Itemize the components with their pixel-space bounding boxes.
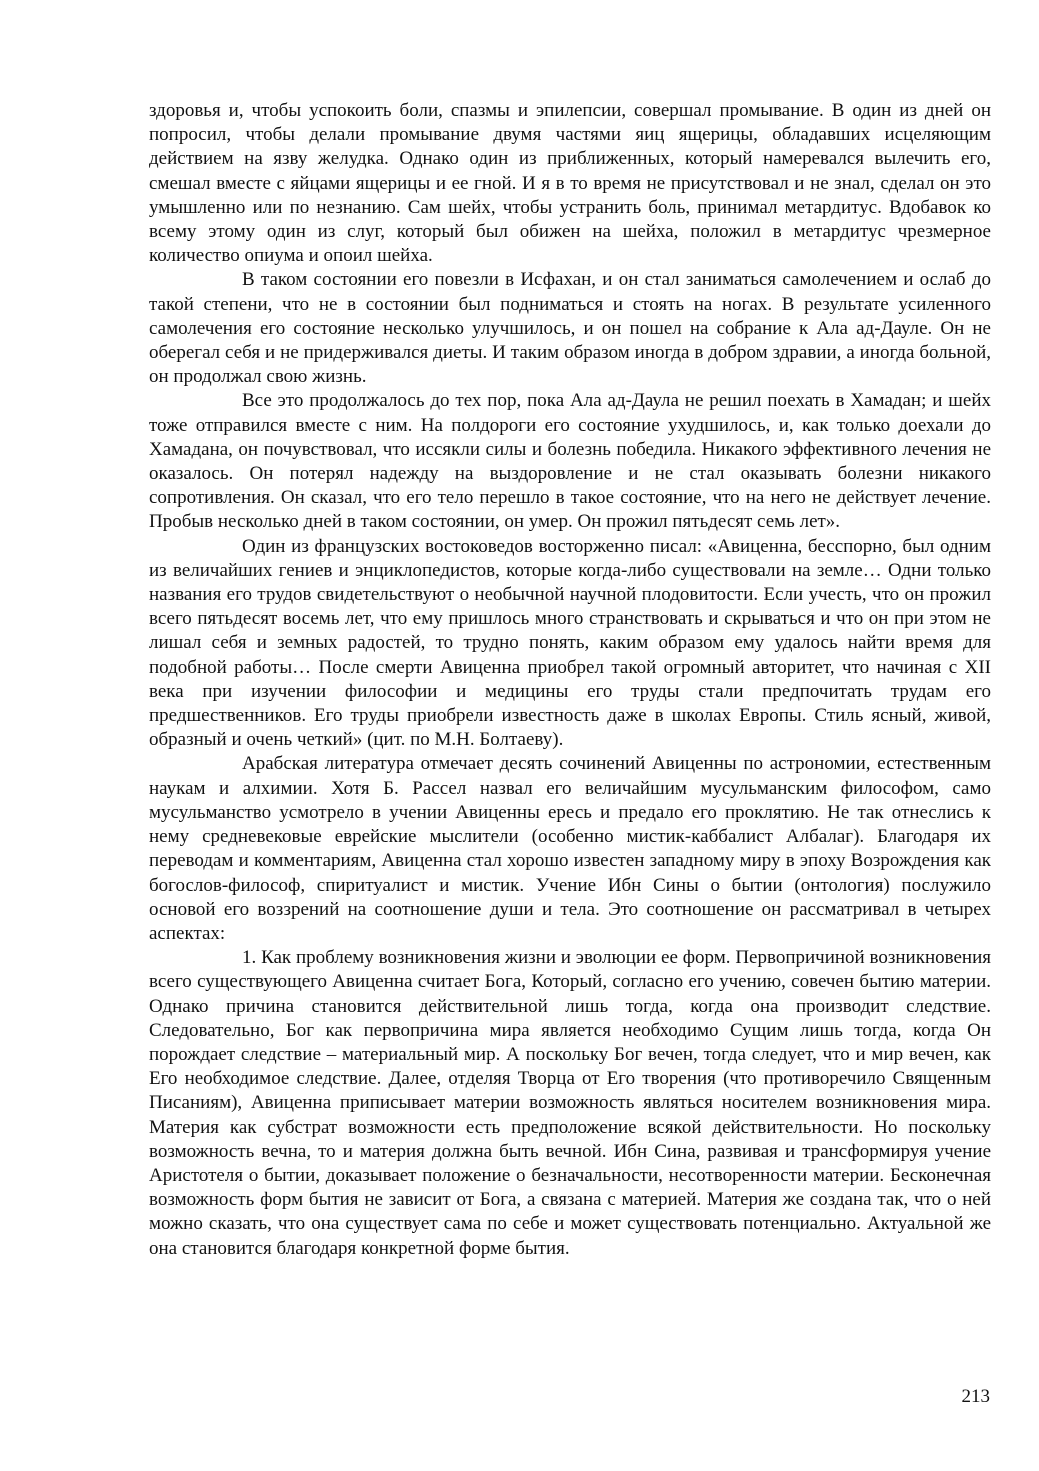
paragraph: 1. Как проблему возникновения жизни и эволюции ее форм. Первопричиной возникновения всего существующего Авиценна считает Бога, Который, согласно его учению, совечен бытию материи. Однако причина становится действительной лишь тогда, когда она производит следствие. Следовательно, Бог как первопричина мира является необходимо Сущим лишь тогда, когда Он порождает следствие – материальный мир. А поскольку Бог вечен, тогда следует, что и мир вечен, как Его необходимое следствие. Далее, отделяя Творца от Его творения (что противоречило Священным Писаниям), Авиценна приписывает материи возможность являться носителем возникновения мира. Материя как субстрат возможности есть предположение всякой действительности. Но поскольку возможность вечна, то и материя должна быть вечной. Ибн Сина, развивая и трансформируя учение Аристотеля о бытии, доказывает положение о безначальности, несотворенности материи. Бесконечная возможность форм бытия не зависит от Бога, а связана с материей. Материя же создана так, что о ней можно сказать, что она существует сама по себе и может существовать потенциально. Актуальной же она становится благодаря конкретной форме бытия. [149, 947, 991, 1259]
paragraph: Один из французских востоковедов восторженно писал: «Авиценна, бесспорно, был одним из величайших гениев и энциклопедистов, которые когда-либо существовали на земле… Одни только названия его трудов свидетельствуют о необычной научной плодовитости. Если учесть, что он прожил всего пятьдесят восемь лет, что ему пришлось много странствовать и скрываться и что он при этом не лишал себя и земных радостей, то трудно понять, каким образом ему удалось найти время для подобной работы… После смерти Авиценна приобрел такой огромный авторитет, что начиная с XII века при изучении философии и медицины его труды стали предпочитать трудам его предшественников. Его труды приобрели известность даже в школах Европы. Стиль ясный, живой, образный и очень четкий» (цит. по М.Н. Болтаеву). [149, 535, 991, 751]
paragraph: Арабская литература отмечает десять сочинений Авиценны по астрономии, естественным наукам и алхимии. Хотя Б. Рассел назвал его величайшим мусульманским философом, само мусульманство усмотрело в учении Авиценны ересь и предало его проклятию. Не так отнеслись к нему средневековые еврейские мыслители (особенно мистик-каббалист Албалаг). Благодаря их переводам и комментариям, Авиценна стал хорошо известен западному миру в эпоху Возрождения как богослов-философ, спиритуалист и мистик. Учение Ибн Сины о бытии (онтология) послужило основой его воззрений на соотношение души и тела. Это соотношение он рассматривал в четырех аспектах: [149, 753, 991, 944]
page-number: 213 [961, 1386, 990, 1407]
paragraph: Все это продолжалось до тех пор, пока Ала ад-Даула не решил поехать в Хамадан; и шейх тоже отправился вместе с ним. На полдороги его состояние ухудшилось, и, как только доехали до Хамадана, он почувствовал, что иссякли силы и болезнь победила. Никакого эффективного лечения не оказалось. Он потерял надежду на выздоровление и не стал оказывать болезни никакого сопротивления. Он сказал, что его тело перешло в такое состояние, что на него не действует лечение. Пробыв несколько дней в таком состоянии, он умер. Он прожил пятьдесят семь лет». [149, 390, 991, 533]
page-body [149, 99, 991, 1261]
paragraph: здоровья и, чтобы успокоить боли, спазмы и эпилепсии, совершал промывание. В один из дней он попросил, чтобы делали промывание двумя частями яиц ящерицы, обладавших исцеляющим действием на язву желудка. Однако один из приближенных, который намеревался вылечить его, смешал вместе с яйцами ящерицы и ее гной. И я в то время не присутствовал и не знал, сделал он это умышленно или по незнанию. Сам шейх, чтобы устранить боль, принимал метардитус. Вдобавок ко всему этому один из слуг, который был обижен на шейха, положил в метардитус чрезмерное количество опиума и опоил шейха. [149, 100, 991, 267]
paragraph: В таком состоянии его повезли в Исфахан, и он стал заниматься самолечением и ослаб до такой степени, что не в состоянии был подниматься и стоять на ногах. В результате усиленного самолечения его состояние несколько улучшилось, и он пошел на собрание к Ала ад-Дауле. Он не оберегал себя и не придерживался диеты. И таким образом иногда в добром здравии, а иногда больной, он продолжал свою жизнь. [149, 269, 991, 388]
